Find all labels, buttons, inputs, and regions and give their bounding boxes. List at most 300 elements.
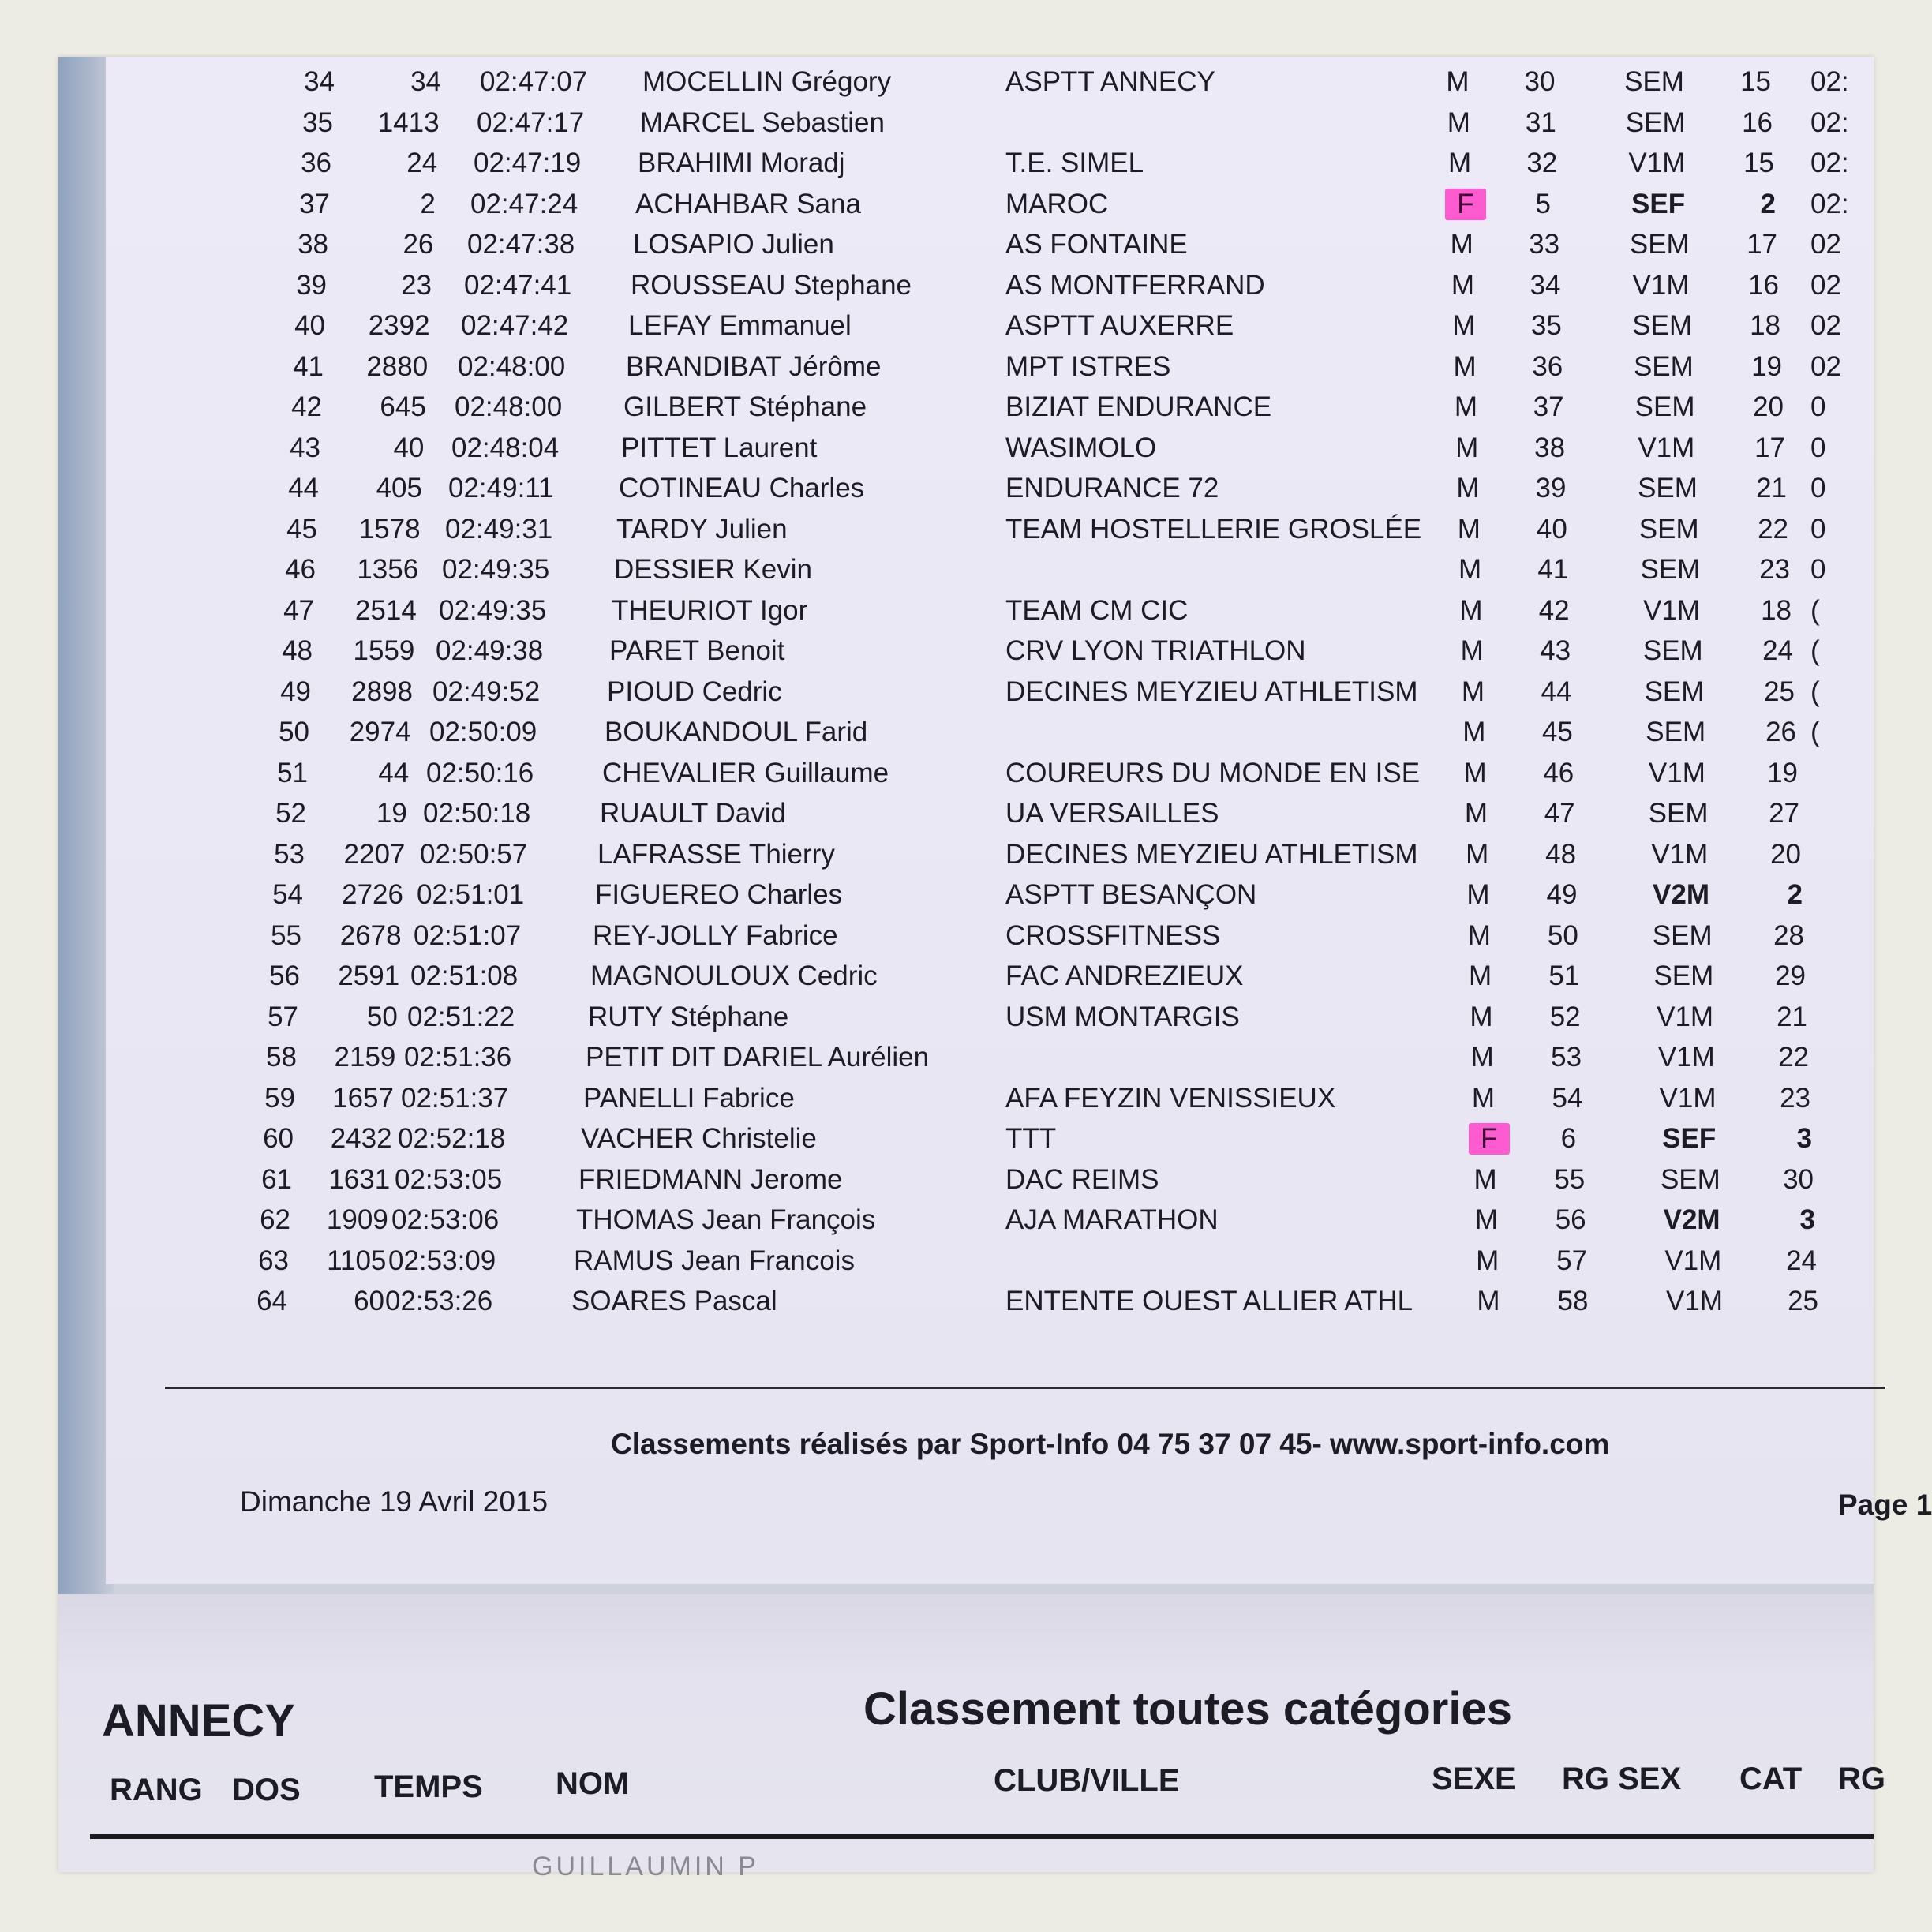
cell-temps: 02:47:41 [464,269,572,301]
cell-dos: 1105 [327,1245,387,1276]
result-row [106,1042,1874,1081]
cell-temps: 02:53:26 [385,1286,493,1316]
cell-cat: SEM [1638,513,1699,545]
cell-sexe-highlighted: F [1469,1123,1510,1155]
cell-rang: 46 [285,554,316,585]
cell-cat: SEF [1631,188,1686,219]
cell-sexe: M [1469,960,1492,991]
cell-sexe-highlighted: F [1445,189,1486,220]
cell-rg-cat: 19 [1767,757,1798,788]
cell-dos: 2207 [343,838,406,870]
cell-sexe: M [1452,310,1476,341]
cell-rg-cat: 30 [1783,1163,1814,1195]
cell-rg-sex: 42 [1538,594,1570,626]
cell-rg-cat: 23 [1759,554,1790,585]
cell-temps: 02:51:36 [404,1042,512,1073]
cell-club: TEAM CM CIC [1005,594,1189,626]
cell-rg-cat: 2 [1787,879,1803,910]
result-row [106,960,1874,1000]
cell-sexe: M [1461,676,1485,707]
cell-rang: 36 [301,148,331,178]
cell-dos: 2159 [334,1042,396,1073]
cell-sexe: M [1466,879,1490,910]
cell-club: MPT ISTRES [1005,350,1171,382]
cell-rg-cat: 21 [1777,1001,1807,1032]
cell-dos: 1356 [357,554,419,585]
cell-temps: 02:50:09 [429,717,537,747]
result-row [106,514,1874,553]
cell-dos: 34 [410,66,441,97]
result-row [106,351,1874,391]
cell-rg-sex: 30 [1524,66,1556,97]
cell-dos: 2591 [338,960,400,991]
cell-tail: 02 [1810,310,1841,341]
cell-cat: V1M [1657,1042,1715,1073]
cell-cat: V2M [1653,879,1709,910]
cell-club: ASPTT ANNECY [1005,66,1215,97]
result-row [106,473,1874,512]
result-row [106,635,1874,675]
cell-rang: 45 [286,513,317,545]
cell-sexe: M [1446,66,1470,97]
cell-cat: SEM [1660,1163,1720,1195]
cell-rg-cat: 29 [1775,960,1806,991]
cell-club: WASIMOLO [1005,432,1157,463]
cell-cat: SEM [1638,473,1698,504]
cell-rg-cat: 24 [1762,635,1793,666]
footer-date: Dimanche 19 Avril 2015 [240,1485,549,1518]
cell-rang: 52 [275,798,306,829]
cell-rg-cat: 3 [1799,1204,1815,1235]
cell-rg-sex: 48 [1545,838,1577,870]
cell-temps: 02:50:16 [426,757,534,788]
cell-nom: MARCEL Sebastien [640,107,885,138]
cell-temps: 02:49:35 [442,554,550,585]
cell-sexe: M [1464,798,1488,829]
cell-nom: BRANDIBAT Jérôme [626,350,882,382]
cell-rg-cat: 3 [1796,1123,1812,1154]
cell-rg-cat: 20 [1770,838,1801,870]
cell-rang: 51 [277,757,308,788]
cell-dos: 23 [401,269,432,301]
cell-tail: 02: [1810,188,1849,219]
result-row [106,1164,1874,1204]
cell-club: DECINES MEYZIEU ATHLETISM [1005,676,1418,707]
cell-cat: SEM [1644,676,1705,707]
cell-rang: 49 [280,676,311,707]
cell-dos: 1909 [326,1204,388,1235]
cell-cat: V2M [1663,1204,1720,1235]
cell-sexe: M [1456,473,1480,504]
cell-nom: THEURIOT Igor [612,594,808,626]
cell-cat: SEM [1624,66,1684,97]
cell-temps: 02:49:11 [448,473,554,504]
cell-dos: 1559 [353,635,415,666]
cell-club: MAROC [1005,188,1109,219]
cell-temps: 02:47:24 [470,188,578,219]
cell-tail: 02 [1810,269,1841,301]
cell-tail: 0 [1810,473,1826,504]
cell-rang: 41 [293,350,324,382]
cell-rang: 56 [269,960,300,991]
cell-rg-sex: 32 [1526,148,1558,178]
cell-rang: 62 [260,1204,290,1235]
cell-sexe: M [1450,229,1473,260]
cell-sexe: M [1470,1001,1493,1032]
cell-rang: 57 [268,1001,298,1032]
cell-rg-cat: 19 [1751,350,1782,382]
cell-temps: 02:47:07 [480,66,588,97]
cell-rg-sex: 49 [1546,879,1578,910]
cell-rg-sex: 44 [1541,676,1572,707]
cell-sexe: M [1455,432,1479,463]
cell-nom: COTINEAU Charles [619,473,865,504]
cell-rg-sex: 5 [1535,188,1551,219]
cell-cat: SEM [1629,229,1690,260]
cell-rg-cat: 23 [1780,1082,1810,1114]
cell-temps: 02:47:17 [477,107,585,138]
cell-rg-sex: 47 [1544,798,1575,829]
cell-tail: 0 [1810,554,1826,585]
cell-temps: 02:51:01 [417,879,525,910]
cell-club: AS FONTAINE [1005,229,1188,260]
cell-dos: 19 [376,798,407,829]
cell-sexe: M [1473,1163,1497,1195]
cell-rg-sex: 58 [1557,1286,1589,1316]
cell-rg-sex: 40 [1536,513,1567,545]
cell-cat: SEM [1640,554,1701,585]
cell-cat: V1M [1643,594,1701,626]
cell-rg-cat: 24 [1786,1245,1817,1276]
cell-nom: THOMAS Jean François [576,1204,876,1235]
cell-club: DAC REIMS [1005,1163,1159,1195]
sheet-city-title: ANNECY [102,1695,295,1747]
cell-rg-cat: 25 [1788,1286,1818,1316]
cell-sexe: M [1470,1042,1494,1073]
cell-rg-cat: 22 [1778,1042,1809,1073]
cell-rg-sex: 54 [1552,1082,1583,1114]
result-row [106,676,1874,716]
cell-tail: 02 [1810,350,1841,382]
cell-temps: 02:51:22 [407,1001,515,1032]
cell-rg-sex: 41 [1537,554,1569,585]
cell-sexe: M [1467,919,1491,951]
cell-rg-sex: 35 [1530,310,1562,341]
cell-rg-cat: 21 [1756,473,1787,504]
result-row [106,66,1874,106]
cell-nom: BRAHIMI Moradj [638,148,845,178]
cell-club: AS MONTFERRAND [1005,269,1265,301]
cell-club: DECINES MEYZIEU ATHLETISM [1005,838,1418,870]
result-row [106,229,1874,268]
cell-dos: 2514 [354,594,417,626]
cell-rang: 39 [296,269,327,301]
cell-club: AFA FEYZIN VENISSIEUX [1005,1082,1336,1114]
partial-row-text: GUILLAUMIN P [532,1852,759,1881]
cell-cat: SEM [1642,635,1703,666]
cell-rg-sex: 34 [1530,269,1561,301]
cell-nom: FIGUEREO Charles [595,879,843,910]
result-row [106,798,1874,837]
cell-nom: GILBERT Stéphane [623,391,867,422]
cell-tail: 0 [1810,391,1826,422]
cell-dos: 40 [393,432,425,463]
cell-temps: 02:53:09 [388,1245,496,1276]
result-row [106,717,1874,756]
result-row [106,879,1874,919]
cell-dos: 2880 [366,350,429,382]
header-rg-sex: RG SEX [1562,1762,1682,1796]
cell-cat: V1M [1651,838,1709,870]
cell-dos: 24 [406,148,438,178]
cell-sexe: M [1460,635,1484,666]
cell-rg-cat: 15 [1743,148,1774,178]
cell-nom: LAFRASSE Thierry [597,838,835,870]
cell-rg-sex: 43 [1540,635,1571,666]
cell-temps: 02:48:00 [455,391,563,422]
result-row [106,758,1874,797]
cell-rang: 60 [263,1123,294,1154]
cell-rang: 42 [291,391,322,422]
next-results-sheet [58,1594,1885,1881]
cell-rang: 50 [279,717,309,747]
cell-dos: 2898 [351,676,413,707]
cell-sexe: M [1463,757,1487,788]
result-row [106,920,1874,960]
cell-nom: PETIT DIT DARIEL Aurélien [586,1042,930,1073]
cell-rang: 63 [258,1245,289,1276]
cell-rang: 47 [283,594,314,626]
cell-temps: 02:50:18 [423,798,531,829]
cell-rang: 53 [274,838,305,870]
cell-cat: V1M [1657,1001,1714,1032]
cell-cat: SEM [1653,960,1714,991]
cell-rg-sex: 36 [1532,350,1563,382]
cell-rg-sex: 52 [1549,1001,1581,1032]
footer-credit: Classements réalisés par Sport-Info 04 75 37 07 45- www.sport-info.com [611,1428,1610,1460]
cell-sexe: M [1462,717,1486,747]
cell-tail: 0 [1810,513,1826,545]
cell-dos: 60 [354,1286,384,1316]
header-club: CLUB/VILLE [994,1763,1180,1798]
cell-sexe: M [1474,1204,1498,1235]
cell-cat: SEM [1632,310,1693,341]
sheet-main-title: Classement toutes catégories [863,1683,1512,1735]
cell-rg-sex: 45 [1541,717,1573,747]
cell-cat: SEM [1652,919,1713,951]
cell-nom: SOARES Pascal [571,1286,777,1316]
footer-page-number: Page 1 [1838,1488,1932,1521]
cell-rang: 48 [282,635,313,666]
cell-tail: 0 [1810,432,1826,463]
cell-nom: ACHAHBAR Sana [635,188,861,219]
cell-rang: 35 [302,107,333,138]
cell-tail: 02: [1810,107,1849,138]
cell-rang: 54 [272,879,303,910]
header-nom: NOM [556,1766,630,1801]
result-row [106,595,1874,635]
cell-rg-cat: 18 [1750,310,1780,341]
cell-rg-sex: 31 [1525,107,1556,138]
cell-tail: 02: [1810,66,1849,97]
cell-dos: 2974 [349,717,411,747]
cell-sexe: M [1451,269,1475,301]
cell-rang: 64 [256,1286,287,1316]
cell-dos: 405 [376,473,422,504]
cell-rg-cat: 16 [1742,107,1773,138]
cell-sexe: M [1471,1082,1496,1114]
result-row [106,1083,1874,1122]
cell-tail: ( [1810,717,1820,747]
cell-rang: 38 [298,229,328,260]
cell-nom: PARET Benoit [609,635,785,666]
cell-temps: 02:49:52 [432,676,541,707]
cell-temps: 02:50:57 [420,838,528,870]
cell-temps: 02:49:38 [436,635,544,666]
cell-club: USM MONTARGIS [1005,1001,1240,1032]
cell-sexe: M [1448,148,1472,178]
cell-rg-sex: 56 [1555,1204,1586,1235]
cell-nom: LOSAPIO Julien [633,229,834,260]
cell-dos: 2392 [368,310,430,341]
cell-rg-cat: 16 [1748,269,1779,301]
cell-temps: 02:49:31 [445,513,553,545]
cell-rg-sex: 33 [1529,229,1560,260]
cell-temps: 02:49:35 [439,594,547,626]
footer-divider [165,1387,1885,1389]
cell-dos: 50 [366,1001,398,1032]
cell-nom: RUAULT David [600,798,786,829]
cell-nom: BOUKANDOUL Farid [605,717,868,747]
cell-rg-sex: 53 [1551,1042,1582,1073]
cell-cat: SEM [1633,350,1694,382]
cell-rg-cat: 17 [1754,432,1785,463]
cell-cat: SEM [1625,107,1686,138]
cell-dos: 1578 [358,513,421,545]
cell-cat: SEM [1648,798,1709,829]
cell-tail: ( [1810,676,1820,707]
cell-temps: 02:52:18 [398,1123,506,1154]
cell-nom: VACHER Christelie [581,1123,817,1154]
cell-club: ASPTT BESANÇON [1005,879,1257,910]
header-dos: DOS [232,1773,301,1807]
cell-sexe: M [1477,1286,1500,1316]
cell-club: FAC ANDREZIEUX [1005,960,1244,991]
cell-dos: 2 [420,188,436,219]
cell-cat: V1M [1628,148,1686,178]
cell-club: COUREURS DU MONDE EN ISE [1005,757,1421,788]
cell-sexe: M [1447,107,1470,138]
cell-temps: 02:48:00 [458,350,566,382]
cell-temps: 02:47:38 [467,229,575,260]
result-row [106,1245,1874,1285]
cell-rg-cat: 17 [1747,229,1777,260]
cell-tail: 02: [1810,148,1849,178]
cell-rang: 40 [294,310,325,341]
cell-nom: PIOUD Cedric [607,676,782,707]
cell-cat: V1M [1666,1286,1723,1316]
cell-rg-sex: 50 [1547,919,1578,951]
cell-rg-cat: 28 [1773,919,1804,951]
cell-club: ENDURANCE 72 [1005,473,1219,504]
header-temps: TEMPS [374,1769,483,1804]
result-row [106,1204,1874,1244]
cell-nom: PANELLI Fabrice [583,1082,795,1114]
cell-rg-sex: 6 [1560,1123,1577,1154]
cell-dos: 2678 [339,919,402,951]
result-row [106,310,1874,350]
header-divider [90,1834,1874,1839]
cell-temps: 02:47:19 [474,148,582,178]
photo-frame [58,57,1932,1881]
cell-rg-cat: 26 [1765,717,1796,747]
cell-nom: RAMUS Jean Francois [574,1245,855,1276]
cell-rang: 55 [271,919,301,951]
cell-temps: 02:48:04 [451,432,560,463]
cell-cat: V1M [1632,269,1690,301]
cell-rg-sex: 37 [1533,391,1564,422]
cell-rang: 43 [290,432,320,463]
cell-club: BIZIAT ENDURANCE [1005,391,1272,422]
cell-rg-cat: 20 [1753,391,1784,422]
cell-club: ASPTT AUXERRE [1005,310,1234,341]
cell-dos: 44 [378,757,410,788]
cell-dos: 1413 [377,107,440,138]
cell-temps: 02:53:05 [395,1163,503,1195]
cell-temps: 02:53:06 [391,1204,500,1235]
cell-nom: RUTY Stéphane [588,1001,789,1032]
cell-club: CRV LYON TRIATHLON [1005,635,1306,666]
cell-temps: 02:51:37 [401,1082,509,1114]
cell-temps: 02:51:07 [414,919,522,951]
cell-rg-sex: 51 [1548,960,1580,991]
cell-nom: LEFAY Emmanuel [628,310,852,341]
cell-club: T.E. SIMEL [1005,148,1144,178]
cell-rang: 58 [266,1042,297,1073]
result-row [106,148,1874,187]
cell-cat: SEM [1634,391,1695,422]
cell-rg-cat: 2 [1760,188,1776,219]
cell-sexe: M [1453,350,1477,382]
cell-rg-cat: 22 [1758,513,1788,545]
cell-club: TTT [1005,1123,1057,1154]
header-cat: CAT [1739,1762,1803,1796]
result-row [106,391,1874,431]
cell-tail: 02 [1810,229,1841,260]
cell-club: UA VERSAILLES [1005,798,1219,829]
cell-sexe: M [1466,838,1489,870]
cell-tail: ( [1810,594,1820,626]
cell-dos: 1657 [332,1082,394,1114]
cell-dos: 1631 [328,1163,391,1195]
cell-sexe: M [1457,513,1481,545]
result-row [106,270,1874,309]
cell-rang: 34 [304,66,335,97]
cell-sexe: M [1454,391,1477,422]
cell-rg-sex: 57 [1556,1245,1588,1276]
cell-club: CROSSFITNESS [1005,919,1221,951]
cell-rg-sex: 55 [1554,1163,1586,1195]
result-row [106,554,1874,593]
cell-club: AJA MARATHON [1005,1204,1219,1235]
cell-sexe: M [1458,554,1482,585]
result-row [106,1002,1874,1041]
cell-cat: V1M [1648,757,1705,788]
cell-dos: 2726 [342,879,403,910]
cell-sexe: M [1476,1245,1500,1276]
cell-rang: 59 [264,1082,295,1114]
cell-tail: ( [1810,635,1820,666]
